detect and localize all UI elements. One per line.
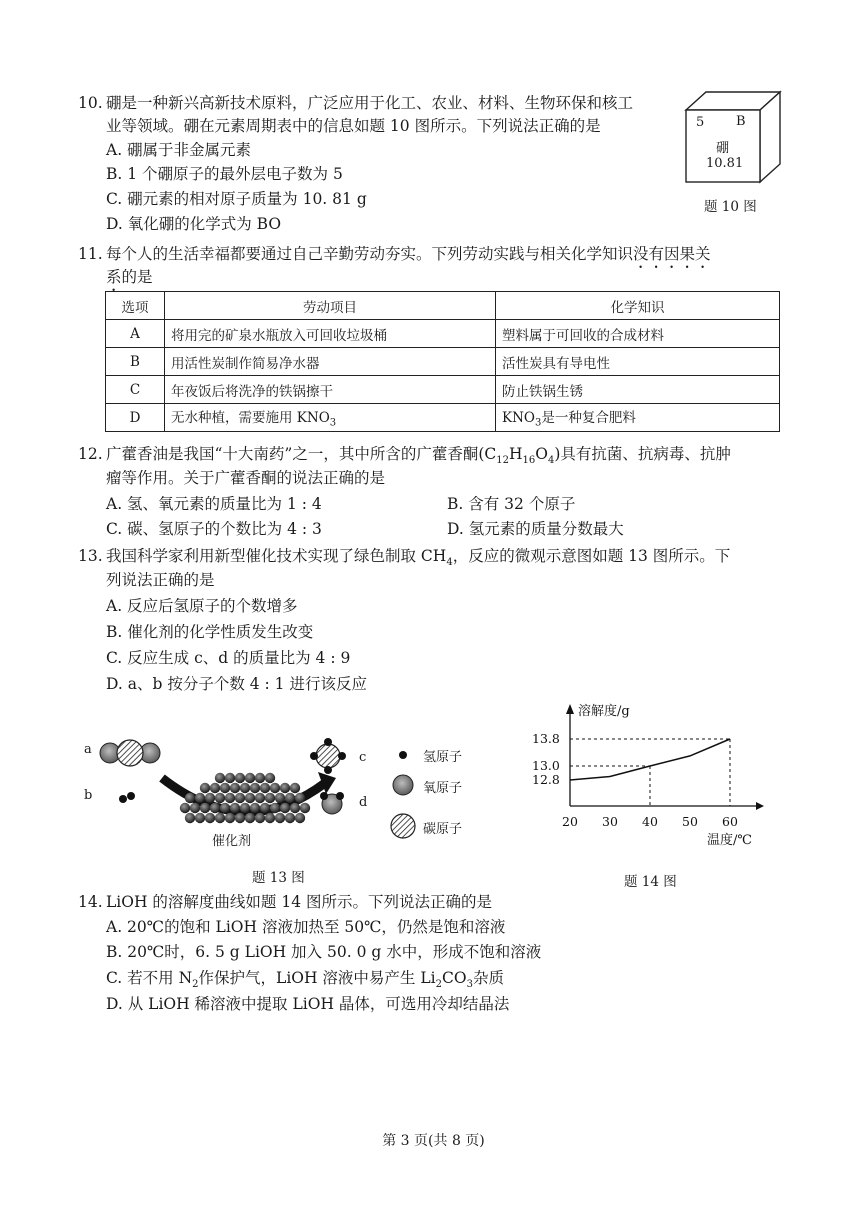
catalyst-particle <box>265 793 275 803</box>
element-symbol: B <box>736 114 746 129</box>
catalyst-particle <box>200 803 210 813</box>
table-row: C 年夜饭后将洗净的铁锅擦干 防止铁锅生锈 <box>106 376 780 404</box>
catalyst-particle <box>300 803 310 813</box>
q11-number: 11. <box>78 245 103 263</box>
catalyst-label: 催化剂 <box>212 834 252 849</box>
catalyst-particle <box>280 783 290 793</box>
catalyst-particle <box>245 813 255 823</box>
label-d: d <box>359 795 368 810</box>
y-axis-arrow-icon <box>566 704 574 714</box>
q14-number: 14. <box>78 893 103 911</box>
q10-number: 10. <box>78 94 103 112</box>
catalyst-particle <box>215 813 225 823</box>
q10-option-a: A. 硼属于非金属元素 <box>106 141 252 159</box>
catalyst-particle <box>235 773 245 783</box>
catalyst-particle <box>205 793 215 803</box>
table-row: D 无水种植，需要施用 $KNO_3$ $KNO_3$是一种复合肥料 <box>106 404 780 432</box>
catalyst-particle <box>255 813 265 823</box>
page-footer: 第 3 页(共 8 页) <box>382 1133 485 1149</box>
x-tick-label: 50 <box>682 814 698 829</box>
q13-number: 13. <box>78 547 103 565</box>
q10-option-c: C. 硼元素的相对原子质量为 10. 81 g <box>106 190 367 208</box>
q13-stem-line1: 我国科学家利用新型催化技术实现了绿色制取 $CH_4$，反应的微观示意图如题 13 图所示。下 <box>106 547 731 569</box>
catalyst-particle <box>235 793 245 803</box>
x-axis-arrow-icon <box>756 802 764 810</box>
q11-stem-line1: 每个人的生活幸福都要通过自己辛勤劳动夯实。下列劳动实践与相关化学知识没有因果关 <box>106 245 711 263</box>
catalyst-particle <box>210 783 220 793</box>
q12-option-a: A. 氢、氧元素的质量比为 1 : 4 <box>106 495 322 513</box>
catalyst-particle <box>240 803 250 813</box>
molecule-d-h2o <box>320 792 344 814</box>
catalyst-particle <box>290 783 300 793</box>
catalyst-particle <box>215 773 225 783</box>
catalyst-particle <box>220 803 230 813</box>
q13-option-d: D. a、b 按分子个数 4 : 1 进行该反应 <box>106 675 367 693</box>
molecule-b-h2 <box>119 792 135 803</box>
catalyst-particle <box>250 803 260 813</box>
label-c: c <box>359 750 367 765</box>
catalyst-particle <box>275 813 285 823</box>
catalyst-particle <box>215 793 225 803</box>
legend-oxygen: 氧原子 <box>423 781 463 796</box>
catalyst-particle <box>195 813 205 823</box>
catalyst-particle <box>220 783 230 793</box>
figure14-caption: 题 14 图 <box>624 874 677 890</box>
q10-option-d: D. 氧化硼的化学式为 BO <box>106 215 282 233</box>
catalyst-particle <box>255 793 265 803</box>
catalyst-particle <box>285 813 295 823</box>
solubility-chart <box>530 698 770 858</box>
catalyst-particle <box>260 783 270 793</box>
q11-emphasis: 没有因果关 <box>633 245 711 263</box>
table-header-row <box>106 292 780 320</box>
label-a: a <box>84 742 92 757</box>
header-option: 选项 <box>106 292 165 320</box>
legend-carbon: 碳原子 <box>423 822 463 837</box>
q11-stem-line2: 系的是 <box>106 268 153 286</box>
legend-hydrogen: 氢原子 <box>423 750 463 765</box>
catalyst-particle <box>190 803 200 813</box>
q10-stem-line1: 硼是一种新兴高新技术原料，广泛应用于化工、农业、材料、生物环保和核工 <box>106 94 634 112</box>
catalyst-particle <box>290 803 300 813</box>
catalyst-particle <box>285 793 295 803</box>
catalyst-particle <box>270 783 280 793</box>
catalyst-particle <box>230 783 240 793</box>
catalyst-particle <box>280 803 290 813</box>
element-name: 硼 <box>716 141 730 156</box>
y-tick-label: 12.8 <box>532 772 560 787</box>
q10-option-b: B. 1 个硼原子的最外层电子数为 5 <box>106 165 343 183</box>
label-b: b <box>84 788 93 803</box>
catalyst-particle <box>225 813 235 823</box>
catalyst-particle <box>200 783 210 793</box>
boron-element-cube <box>682 88 786 186</box>
q12-number: 12. <box>78 445 103 463</box>
x-tick-label: 30 <box>602 814 618 829</box>
catalyst-particle <box>270 803 280 813</box>
catalyst-particle <box>240 783 250 793</box>
atomic-mass: 10.81 <box>706 156 744 171</box>
y-tick-label: 13.0 <box>532 758 560 773</box>
table-row: A 将用完的矿泉水瓶放入可回收垃圾桶 塑料属于可回收的合成材料 <box>106 320 780 348</box>
catalyst-particle <box>185 813 195 823</box>
x-tick-label: 20 <box>562 814 578 829</box>
q12-stem-line1: 广藿香油是我国“十大南药”之一，其中所含的广藿香酮$(C_{12}H_{16}O_4)$具有抗菌、抗病毒、抗肿 <box>106 445 731 467</box>
catalyst-particle <box>245 773 255 783</box>
header-labor: 劳动项目 <box>165 292 496 320</box>
legend-hydrogen-icon <box>399 751 407 759</box>
q13-stem-line2: 列说法正确的是 <box>106 571 215 589</box>
molecule-a-co2 <box>100 740 160 766</box>
catalyst-particle <box>210 803 220 813</box>
figure10-caption: 题 10 图 <box>704 199 757 215</box>
x-axis-label: 温度/℃ <box>707 833 752 848</box>
catalyst-particle <box>205 813 215 823</box>
catalyst-particle <box>295 793 305 803</box>
q10-stem-line2: 业等领域。硼在元素周期表中的信息如题 10 图所示。下列说法正确的是 <box>106 117 601 135</box>
q14-stem: LiOH 的溶解度曲线如题 14 图所示。下列说法正确的是 <box>106 893 492 911</box>
catalyst-particle <box>230 803 240 813</box>
catalyst-particle <box>255 773 265 783</box>
q13-option-a: A. 反应后氢原子的个数增多 <box>106 597 298 615</box>
catalyst-particle <box>265 773 275 783</box>
x-tick-label: 40 <box>642 814 658 829</box>
y-axis-label: 溶解度/g <box>578 704 630 719</box>
q11-table <box>105 291 780 432</box>
catalyst-particle <box>250 783 260 793</box>
q13-option-b: B. 催化剂的化学性质发生改变 <box>106 623 314 641</box>
catalyst-particle <box>295 813 305 823</box>
table-row: B 用活性炭制作简易净水器 活性炭具有导电性 <box>106 348 780 376</box>
catalyst-particle <box>195 793 205 803</box>
q14-option-d: D. 从 LiOH 稀溶液中提取 LiOH 晶体，可选用冷却结晶法 <box>106 995 510 1013</box>
catalyst-particle <box>265 813 275 823</box>
catalyst-particle <box>180 803 190 813</box>
legend-oxygen-icon <box>393 775 413 795</box>
q12-stem-line2: 瘤等作用。关于广藿香酮的说法正确的是 <box>106 469 386 487</box>
y-tick-label: 13.8 <box>532 731 560 746</box>
atomic-number: 5 <box>696 115 705 130</box>
q12-option-d: D. 氢元素的质量分数最大 <box>447 520 624 538</box>
catalyst-particle <box>275 793 285 803</box>
catalyst-particle <box>185 793 195 803</box>
q12-option-b: B. 含有 32 个原子 <box>447 495 576 513</box>
q13-option-c: C. 反应生成 c、d 的质量比为 4 : 9 <box>106 649 351 667</box>
catalyst-particle <box>260 803 270 813</box>
molecule-c-ch4 <box>310 738 346 774</box>
catalyst-particle <box>245 793 255 803</box>
legend-carbon-icon <box>391 814 415 838</box>
catalyst-particle <box>225 793 235 803</box>
x-tick-label: 60 <box>722 814 738 829</box>
header-knowledge: 化学知识 <box>496 292 780 320</box>
q14-option-b: B. 20℃时，6. 5 g LiOH 加入 50. 0 g 水中，形成不饱和溶液 <box>106 943 542 961</box>
q14-option-a: A. 20℃的饱和 LiOH 溶液加热至 50℃，仍然是饱和溶液 <box>106 918 506 936</box>
catalyst-particle <box>235 813 245 823</box>
q14-option-c: C. 若不用 $N_2$作保护气，LiOH 溶液中易产生 $Li_2CO_3$杂质 <box>106 969 504 991</box>
figure13-caption: 题 13 图 <box>252 870 305 886</box>
catalyst-particle <box>225 773 235 783</box>
q12-option-c: C. 碳、氢原子的个数比为 4 : 3 <box>106 520 322 538</box>
